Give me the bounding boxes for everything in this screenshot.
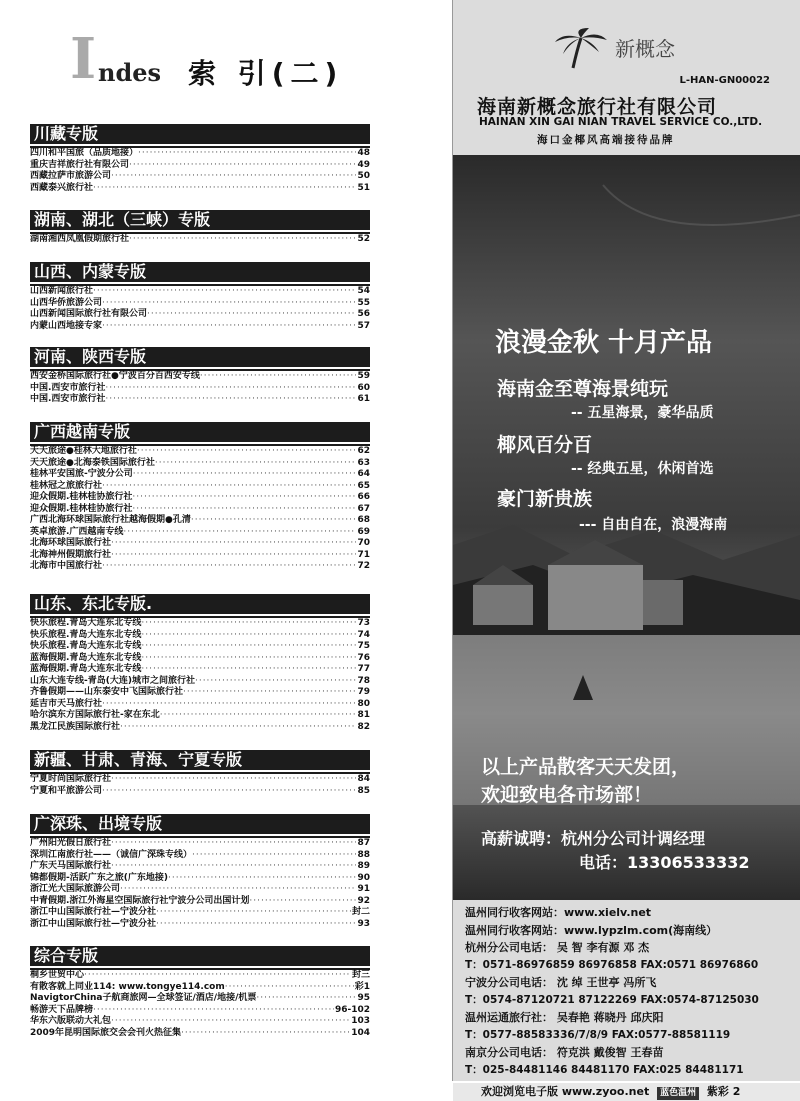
entry-page: 69 (357, 526, 370, 537)
index-entry (30, 371, 370, 383)
product-desc: --- 自由自在，浪漫海南 (579, 517, 728, 533)
entry-name: 内蒙山西地接专家 (30, 320, 103, 331)
entry-page: 82 (357, 721, 370, 732)
entry-page: 76 (357, 652, 370, 663)
leader-dots (102, 699, 356, 711)
entry-name: 迎众假期.桂林桂协旅行社 (30, 503, 133, 514)
contact-line: T：025-84481146 84481170 FAX:025 84481171 (465, 1063, 744, 1076)
entry-name: 宁夏时尚国际旅行社 (30, 774, 112, 784)
entry-page: 64 (357, 469, 370, 479)
index-entry (30, 786, 370, 798)
entry-name: 浙江中山国际旅行社—宁波分社 (30, 907, 157, 917)
entry-name: 浙江中山国际旅行社—宁波分社 (30, 918, 157, 929)
index-section (30, 814, 370, 930)
leader-dots (155, 458, 357, 470)
entry-name: 广州阳光假日旅行社 (30, 838, 112, 848)
entry-name: 快乐旅程.青岛大连东北专线 (30, 618, 142, 628)
index-entry (30, 1005, 370, 1017)
index-section (30, 124, 370, 194)
entry-name: 华东六版联动大礼包 (30, 1016, 112, 1026)
contact-line: 南京分公司电话： 符克洪 戴俊智 王春苗 (465, 1046, 664, 1059)
company-name-cn: 海南新概念旅行社有限公司 (477, 96, 718, 118)
contact-line: T：0577-88583336/7/8/9 FAX:0577-88581119 (465, 1028, 731, 1041)
index-section (30, 750, 370, 797)
index-entry (30, 561, 370, 573)
entry-name: 蓝海假期.青岛大连东北专线 (30, 652, 142, 663)
entry-name: 广东天马国际旅行社 (30, 861, 112, 871)
entry-name: 天天旅途●桂林大地旅行社 (30, 446, 137, 456)
leader-dots (105, 394, 356, 406)
section-title: 山东、东北专版. (30, 594, 370, 614)
index-entry (30, 774, 370, 786)
entry-name: 山西新闻旅行社 (30, 286, 94, 296)
index-section (30, 946, 370, 1039)
entry-page: 57 (357, 320, 370, 331)
product-name: 椰风百分百 (497, 434, 593, 456)
entry-page: 彩1 (354, 981, 370, 992)
entry-name: 畅游天下品牌榜 (30, 1004, 94, 1015)
entry-page: 68 (357, 515, 370, 525)
entry-page: 91 (357, 884, 370, 894)
entry-name: 延吉市天马旅行社 (30, 698, 103, 709)
company-slogan: 海口金椰风高端接待品牌 (537, 134, 675, 146)
entry-name: 英卓旅游.广西越南专线 (30, 526, 124, 537)
leader-dots (111, 838, 356, 850)
index-entry (30, 1016, 370, 1028)
index-entry (30, 993, 370, 1005)
license-code: L-HAN-GN00022 (679, 75, 770, 86)
index-entry (30, 309, 370, 321)
leader-dots (111, 538, 356, 550)
index-entry (30, 515, 370, 527)
leader-dots (156, 919, 356, 931)
leader-dots (132, 504, 356, 516)
entry-name: 桐乡世贸中心 (30, 970, 85, 980)
entry-page: 54 (357, 286, 370, 296)
company-name-en: HAINAN XIN GAI NIAN TRAVEL SERVICE CO.,LTD. (479, 116, 763, 128)
section-title: 湖南、湖北（三峡）专版 (30, 210, 370, 230)
product-name: 豪门新贵族 (497, 488, 593, 510)
index-entry (30, 896, 370, 908)
index-entry (30, 160, 370, 172)
daily-departure-line2: 欢迎致电各市场部！ (481, 784, 653, 806)
leader-dots (137, 446, 357, 458)
index-section (30, 422, 370, 573)
title-rest: ndes (98, 58, 162, 87)
entry-name: 西藏泰兴旅行社 (30, 182, 94, 193)
leader-dots (111, 861, 356, 873)
index-entry (30, 550, 370, 562)
leader-dots (102, 481, 356, 493)
leader-dots (102, 561, 356, 573)
entry-page: 70 (357, 538, 370, 548)
index-entry (30, 469, 370, 481)
index-section (30, 262, 370, 332)
product-name: 海南金至尊海景纯玩 (497, 378, 669, 400)
leader-dots (160, 710, 357, 722)
leader-dots (111, 550, 356, 562)
title-cn: 索 引(二) (188, 57, 344, 90)
entry-page: 48 (357, 148, 370, 158)
entry-page: 67 (357, 503, 370, 514)
daily-departure-line1: 以上产品散客天天发团， (481, 756, 691, 778)
index-entry (30, 298, 370, 310)
entry-page: 50 (357, 171, 370, 181)
index-entry (30, 861, 370, 873)
leader-dots (249, 896, 356, 908)
entry-page: 61 (357, 394, 370, 404)
leader-dots (141, 641, 356, 653)
index-entry (30, 710, 370, 722)
contact-line: T：0574-87120721 87122269 FAX:0574-87125030 (465, 993, 759, 1006)
index-entry (30, 286, 370, 298)
entry-page: 51 (357, 182, 370, 193)
contact-line: 温州运通旅行社： 吴春艳 蒋晓丹 邱庆阳 (465, 1011, 664, 1024)
leader-dots (156, 907, 351, 919)
leader-dots (200, 371, 357, 383)
index-entry (30, 630, 370, 642)
index-entry (30, 446, 370, 458)
contact-line: T：0571-86976859 86976858 FAX:0571 86976860 (465, 958, 759, 971)
entry-name: 重庆吉祥旅行社有限公司 (30, 159, 130, 170)
footer-badge: 蓝色温州 (657, 1087, 699, 1100)
entry-page: 62 (357, 446, 370, 456)
section-title: 川藏专版 (30, 124, 370, 144)
leader-dots (191, 515, 357, 527)
leader-dots (102, 786, 356, 798)
leader-dots (225, 982, 354, 994)
entry-name: 锦都假期-活跃广东之旅(广东地接) (30, 872, 168, 883)
index-entry (30, 148, 370, 160)
index-entry (30, 183, 370, 195)
entry-name: 桂林平安国旅-宁波分公司 (30, 469, 133, 479)
leader-dots (138, 148, 356, 160)
entry-name: 快乐旅程.青岛大连东北专线 (30, 629, 142, 640)
index-entry (30, 664, 370, 676)
leader-dots (105, 383, 356, 395)
entry-name: 北海神州假期旅行社 (30, 549, 112, 560)
entry-name: 哈尔滨东方国际旅行社-家在东北 (30, 710, 160, 720)
index-entry (30, 171, 370, 183)
index-entry (30, 383, 370, 395)
leader-dots (120, 884, 356, 896)
index-entry (30, 234, 370, 246)
leader-dots (111, 171, 356, 183)
entry-page: 55 (357, 297, 370, 308)
entry-name: 2009年昆明国际旅交会会刊火热征集 (30, 1027, 182, 1038)
entry-name: 有散客就上同业114: www.tongye114.com (30, 981, 225, 992)
entry-name: 山西华侨旅游公司 (30, 297, 103, 308)
headline: 浪漫金秋 十月产品 (495, 328, 713, 358)
entry-name: 黑龙江民族国际旅行社 (30, 721, 121, 732)
product-desc: -- 五星海景，豪华品质 (571, 405, 714, 421)
index-entry (30, 653, 370, 665)
index-entry (30, 641, 370, 653)
index-section (30, 594, 370, 733)
entry-name: 浙江光大国际旅游公司 (30, 884, 121, 894)
entry-name: 西安金桥国际旅行社●宁波百分百西安专线 (30, 371, 200, 381)
entry-name: 中国.西安市旅行社 (30, 382, 106, 393)
index-entry (30, 687, 370, 699)
footer-text: 欢迎浏览电子版 www.zyoo.net (481, 1085, 650, 1098)
entry-page: 85 (357, 785, 370, 796)
title-initial: I (70, 26, 97, 92)
entry-page: 56 (357, 309, 370, 319)
leader-dots (141, 664, 356, 676)
leader-dots (147, 309, 356, 321)
contact-line: 温州同行收客网站：www.lypzlm.com(海南线） (465, 923, 718, 937)
leader-dots (93, 286, 356, 298)
entry-name: 快乐旅程.青岛大连东北专线 (30, 641, 142, 651)
contact-line: 温州同行收客网站：www.xielv.net (465, 906, 652, 919)
leader-dots (102, 298, 356, 310)
leader-dots (129, 234, 356, 246)
leader-dots (141, 630, 356, 642)
entry-page: 59 (357, 371, 370, 381)
leader-dots (93, 1005, 334, 1017)
entry-name: 桂林冠之旅旅行社 (30, 480, 103, 491)
index-entry (30, 538, 370, 550)
index-entry (30, 838, 370, 850)
entry-page: 87 (357, 838, 370, 848)
contact-line: 杭州分公司电话： 吴 智 李有源 邓 杰 (465, 941, 650, 954)
leader-dots (93, 183, 356, 195)
entry-page: 104 (351, 1027, 370, 1038)
index-entry (30, 970, 370, 982)
index-entry (30, 321, 370, 333)
entry-name: 宁夏和平旅游公司 (30, 785, 103, 796)
entry-page: 88 (357, 849, 370, 860)
entry-name: 天天旅途●北海泰铁国际旅行社 (30, 457, 155, 468)
entry-page: 80 (357, 698, 370, 709)
entry-page: 103 (351, 1016, 370, 1026)
section-title: 新疆、甘肃、青海、宁夏专版 (30, 750, 370, 770)
index-entry (30, 850, 370, 862)
page-number: 紫彩 2 (706, 1085, 741, 1098)
entry-page: 77 (357, 664, 370, 674)
entry-page: 71 (357, 549, 370, 560)
recruit-line2: 电话：13306533332 (579, 853, 750, 872)
leader-dots (120, 722, 356, 734)
entry-name: NavigtorChina子航商旅网—全球签证/酒店/地接/机票 (30, 993, 257, 1003)
entry-page: 84 (357, 774, 370, 784)
section-title: 河南、陕西专版 (30, 347, 370, 367)
index-entry (30, 919, 370, 931)
index-entry (30, 676, 370, 688)
section-title: 广西越南专版 (30, 422, 370, 442)
section-title: 广深珠、出境专版 (30, 814, 370, 834)
leader-dots (181, 1028, 350, 1040)
contact-list (453, 900, 800, 1081)
index-entry (30, 504, 370, 516)
entry-page: 95 (357, 993, 370, 1003)
entry-name: 迎众假期.桂林桂协旅行社 (30, 492, 133, 502)
index-entry (30, 884, 370, 896)
leader-dots (111, 1016, 350, 1028)
leader-dots (141, 653, 356, 665)
entry-page: 封三 (351, 970, 370, 980)
leader-dots (141, 618, 356, 630)
ad-panel (453, 0, 800, 1081)
entry-page: 93 (357, 918, 370, 929)
leader-dots (192, 850, 356, 862)
logo-text: 新概念 (615, 37, 675, 61)
entry-name: 山西新闻国际旅行社有限公司 (30, 309, 148, 319)
entry-page: 90 (357, 872, 370, 883)
entry-name: 深圳江南旅行社——（诚信广深珠专线） (30, 849, 193, 860)
entry-page: 66 (357, 492, 370, 502)
leader-dots (168, 873, 357, 885)
entry-name: 北海市中国旅行社 (30, 561, 103, 571)
entry-name: 中国.西安市旅行社 (30, 394, 106, 404)
index-entry (30, 481, 370, 493)
entry-page: 78 (357, 675, 370, 686)
page-footer (453, 1083, 800, 1101)
index-section (30, 210, 370, 246)
index-entry (30, 1028, 370, 1040)
leader-dots (102, 321, 356, 333)
entry-name: 中青假期.浙江外海星空国际旅行社宁波分公司出国计划 (30, 895, 250, 906)
entry-name: 广西北海环球国际旅行社越海假期●孔清 (30, 515, 191, 525)
entry-page: 49 (357, 159, 370, 170)
leader-dots (133, 469, 357, 481)
contact-line: 宁波分公司电话： 沈 绰 王世亭 冯所飞 (465, 976, 657, 989)
index-entry (30, 699, 370, 711)
leader-dots (183, 687, 356, 699)
section-title: 山西、内蒙专版 (30, 262, 370, 282)
index-entry (30, 982, 370, 994)
entry-page: 65 (357, 480, 370, 491)
entry-name: 四川和平国旅（品质地接） (30, 148, 139, 158)
index-entry (30, 873, 370, 885)
entry-page: 89 (357, 861, 370, 871)
entry-page: 72 (357, 561, 370, 571)
entry-page: 75 (357, 641, 370, 651)
index-entry (30, 492, 370, 504)
index-entry (30, 527, 370, 539)
entry-name: 北海环球国际旅行社 (30, 538, 112, 548)
entry-page: 96-102 (334, 1004, 370, 1015)
entry-page: 封二 (351, 907, 370, 917)
entry-name: 西藏拉萨市旅游公司 (30, 171, 112, 181)
leader-dots (123, 527, 356, 539)
index-entry (30, 394, 370, 406)
index-entry (30, 618, 370, 630)
leader-dots (256, 993, 356, 1005)
leader-dots (84, 970, 351, 982)
entry-page: 52 (357, 234, 370, 244)
entry-page: 63 (357, 457, 370, 468)
entry-name: 山东大连专线-青岛(大连)城市之间旅行社 (30, 675, 195, 686)
palm-logo-icon (553, 28, 703, 77)
entry-name: 蓝海假期.青岛大连东北专线 (30, 664, 142, 674)
leader-dots (132, 492, 356, 504)
index-section (30, 347, 370, 406)
index-entry (30, 458, 370, 470)
product-desc: -- 经典五星，休闲首选 (571, 461, 714, 477)
section-title: 综合专版 (30, 946, 370, 966)
entry-page: 92 (357, 895, 370, 906)
leader-dots (111, 774, 356, 786)
recruit-line1: 高薪诚聘：杭州分公司计调经理 (481, 829, 706, 848)
index-entry (30, 907, 370, 919)
entry-page: 60 (357, 382, 370, 393)
entry-page: 81 (357, 710, 370, 720)
entry-page: 79 (357, 687, 370, 697)
leader-dots (129, 160, 356, 172)
index-entry (30, 722, 370, 734)
entry-name: 齐鲁假期——山东泰安中飞国际旅行社 (30, 687, 184, 697)
entry-name: 湖南湘西凤凰假期旅行社 (30, 234, 130, 244)
entry-page: 74 (357, 629, 370, 640)
leader-dots (195, 676, 357, 688)
entry-page: 73 (357, 618, 370, 628)
